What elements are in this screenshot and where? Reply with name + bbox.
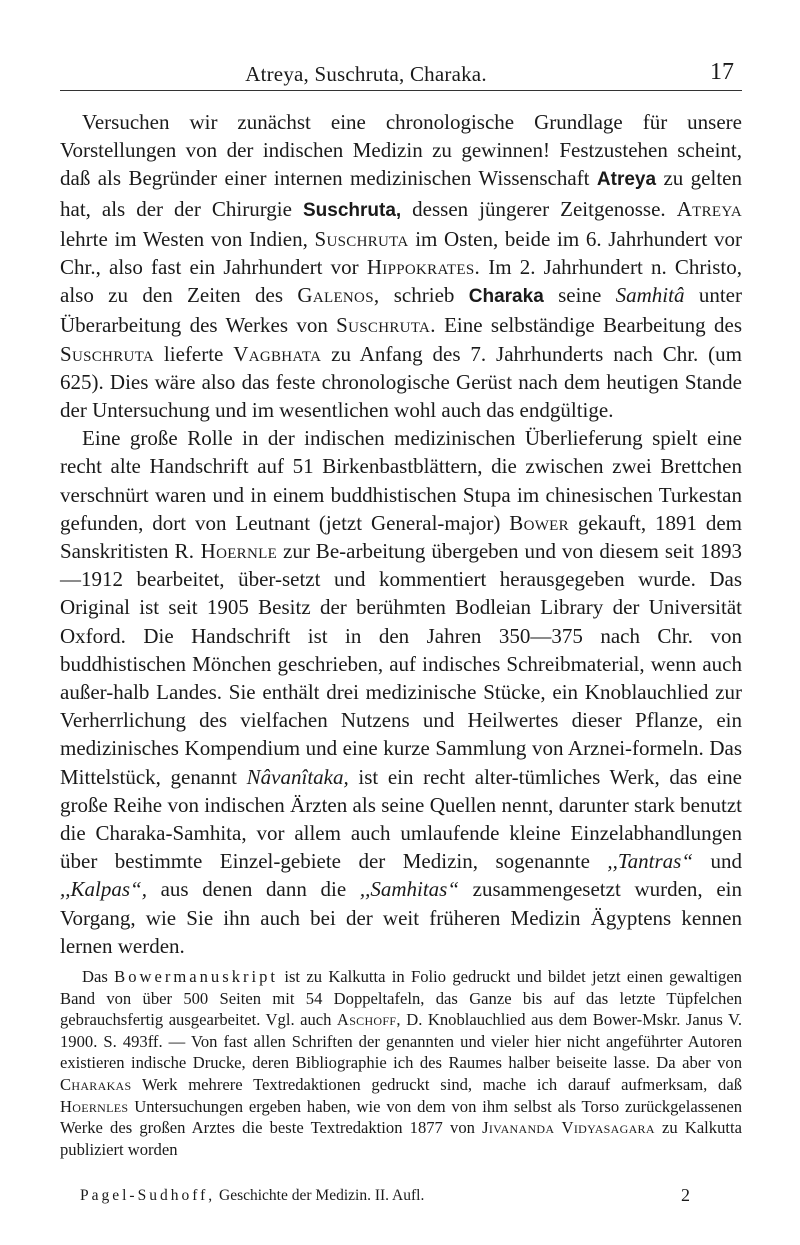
term-samhitas: ,,Samhitas“ [359,877,460,902]
term-bowermanuskript: Bowermanuskript [114,967,279,987]
name-hoernle: R. Hoernle [174,539,278,564]
name-charakas: Charakas [60,1075,132,1095]
name-hippokrates: Hippokrates. [366,255,481,280]
name-aschoff: Aschoff, [336,1010,401,1030]
name-atreya: Atreya [676,196,742,221]
name-suschruta: Suschruta [60,341,155,366]
title-samhita: Samhitâ [615,283,685,308]
title-navanitaka: Nâvanîtaka, [246,764,349,789]
footnote-paragraph: Das Bowermanuskript ist zu Kalkutta in Folio gedruckt und bildet jetzt einen gewaltigen Band von über 500 Seiten mit 54 Doppeltafeln, das Ganze bis auf das letzte Tüpfelchen gebrauchsfertig ausgearbeitet. Vgl. auch Aschoff, D. Knoblauchlied aus dem Bower-Mskr. Janus V. 1900. S. 493ff. — Von fast allen Schriften der genannten und vieler hier nicht angeführter Autoren existieren indische Drucke, deren Bibliographie ich des Raumes halber beiseite lasse. Da aber von Charakas Werk mehrere Textredaktionen gedruckt sind, mache ich darauf aufmerksam, daß Hoernles Untersuchungen ergeben haben, wie von dem von ihm selbst als Torso zurückgelassenen Werke des großen Arztes die beste Textredaktion 1877 von Jivananda Vidyasagara zu Kalkutta publiziert worden [60,967,742,1159]
page-header [60,58,742,91]
paragraph-chronology: Versuchen wir zunächst eine chronologische Grundlage für unsere Vorstellungen von der indischen Medizin zu gewinnen! Festzustehen scheint, daß als Begründer einer internen medizinischen Wissenschaft Atreya zu gelten hat, als der der Chirurgie Suschruta, dessen jüngerer Zeitgenosse. Atreya lehrte im Westen von Indien, Suschruta im Osten, beide im 6. Jahrhundert vor Chr., also fast ein Jahrhundert vor Hippokrates. Im 2. Jahrhundert n. Christo, also zu den Zeiten des Galenos, schrieb Charaka seine Samhitâ unter Überarbeitung des Werkes von Suschruta. Eine selbständige Bearbeitung des Suschruta lieferte Vagbhata zu Anfang des 7. Jahrhunderts nach Chr. (um 625). Dies wäre also das feste chronologische Gerüst nach dem heutigen Stande der Untersuchung und im wesentlichen wohl auch das endgültige. [60,110,743,423]
name-jivananda: Jivananda Vidyasagara [482,1118,655,1138]
name-suschruta-bold: Suschruta, [302,199,402,221]
name-vagbhata: Vagbhata [233,341,322,366]
signature-mark: 2 [681,1185,690,1205]
page-number: 17 [710,59,734,85]
name-charaka-bold: Charaka [468,286,544,308]
footer-book-title: Geschichte der Medizin. II. Aufl. [215,1187,425,1204]
footer-authors: Pagel-Sudhoff, [80,1187,216,1204]
footer-book-line [80,1187,424,1205]
term-kalpas: ,,Kalpas“, [60,877,147,902]
page-body [60,108,742,1160]
name-galenos: Galenos, [297,283,380,308]
paragraph-bower-manuscript: Eine große Rolle in der indischen medizinischen Überlieferung spielt eine recht alte Handschrift auf 51 Birkenbastblättern, die zwischen zwei Brettchen verschnürt waren und in einem buddhistischen Stupa im chinesischen Turkestan gefunden, dort von Leutnant (jetzt General-major) Bower gekauft, 1891 dem Sanskritisten R. Hoernle zur Be-arbeitung übergeben und von diesem seit 1893—1912 bearbeitet, über-setzt und kommentiert herausgegeben wurde. Das Original ist seit 1905 Besitz der berühmten Bodleian Library der Universität Oxford. Die Handschrift ist in den Jahren 350—375 nach Chr. von buddhistischen Mönchen geschrieben, auf indisches Schreibmaterial, wenn auch außer-halb Landes. Sie enthält drei medizinische Stücke, ein Knoblauchlied zur Verherrlichung des vielfachen Nutzens und Heilwertes dieser Pflanze, ein medizinisches Kompendium und eine kurze Sammlung von Arznei-formeln. Das Mittelstück, genannt Nâvanîtaka, ist ein recht alter-tümliches Werk, das eine große Reihe von indischen Ärzten als seine Quellen nennt, darunter stark benutzt die Charaka-Samhita, vor allem auch umlaufende kleine Einzelabhandlungen über bestimmte Einzel-gebiete der Medizin, sogenannte ,,Tantras“ und ,,Kalpas“, aus denen dann die ,,Samhitas“ zusammengesetzt wurden, ein Vorgang, wie Sie ihn auch bei der weit früheren Medizin Ägyptens kennen lernen werden. [60,426,743,958]
page-footer [80,1187,690,1206]
name-suschruta: Suschruta [314,226,409,251]
name-atreya-bold: Atreya [596,169,657,191]
name-suschruta: Suschruta. [336,313,436,338]
name-hoernles: Hoernles [60,1096,129,1116]
term-tantras: ,,Tantras“ [607,849,694,874]
name-bower: Bower [509,510,569,535]
running-title: Atreya, Suschruta, Charaka. [245,62,487,86]
